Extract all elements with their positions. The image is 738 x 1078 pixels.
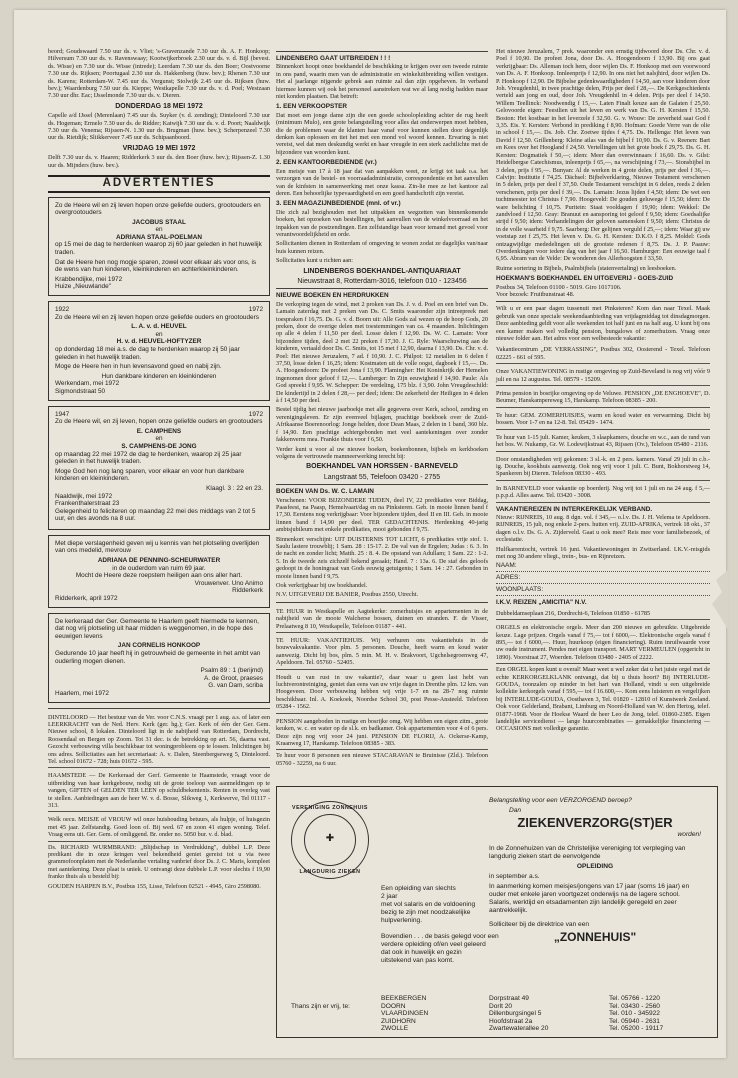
ad-question: Belangstelling voor een VERZORGEND beroep? — [489, 797, 632, 804]
address: Dorpstraat 49 — [489, 995, 529, 1002]
books-text: Bestel tijdig het nieuwe jaarboekje met alle gegevens over Kerk, school, zending en verenigingsleven. Er zijn evenveel bijlagen, prachtige boekboek over de Zuid-Afrikaanse Boerenoorlog: Jonge helden, door Dean Maas, 2 delen in 1 band, 360 blz. f 14,90. Een prachtige achtergebonden met veel aantekeningen over zonder fakkenverm mea. Frankie thuis voor f 6,50. — [276, 406, 488, 444]
ad-text: en — [155, 330, 163, 338]
locations-addresses — [489, 995, 599, 1033]
ad-text: Dat de Heere hen nog mogje sparen, zowel voor elkaar als voor ons, is de wens van hun kinderen, kleinkinderen en achterkleinkinderen. — [55, 258, 257, 274]
classified-enghoeve: Prima pension in bosrijke omgeving op de Veluwe. PENSION „DE ENGHOEVE", D. Beumer, Hanskampereweg 15, Harskamp. Telefoon 08385 - 200. — [496, 388, 710, 408]
ad-place: Krabbendijke, mei 1972 — [55, 275, 123, 283]
ad-text: dat ook in huwelijk en gezin — [381, 949, 462, 956]
lindenberg-heading: LINDENBERG GAAT UITBREIDEN ! ! ! — [276, 55, 391, 62]
ad-address: Frankenthalerstraat 23 — [55, 500, 120, 508]
horssen-name: BOEKHANDEL VAN HORSSEN - BARNEVELD — [306, 463, 458, 471]
lindenberg-name: LINDENBERGS BOEKHANDEL-ANTIQUARIAAT — [303, 267, 461, 275]
job-text-saleswoman: Dat moet een jonge dame zijn die een goede schoolopleiding achter de rug heeft (minimum Mulo), een grote belangstelling voor alles dat onderwerpen moet hebben, die de problemen waar de klanten haar vanaf voor kunnen stellen door degenlijk denken kan oplossen en tiet het met een mond vol woord kennen. Ervaring is niet vereist, wel dat men deskundig werkt en haar vreugde in een sterk zachtlichte met de bijzondere van woorden kunt. — [276, 111, 488, 156]
ad-place: Ridderkerk, april 1972 — [55, 595, 118, 603]
ad-name: ADRIANA DE PENNING-SCHEURWATER — [97, 557, 221, 565]
classified-rijssen: Te huur van 1-15 juli. Kamer, keuken, 3 slaapkamers, douche en w.c., aan de rand van het bos. W. Nukamp, Gr. W. Lodewijkstraat 43, Rijssen (Ov.), Telefoon 05480 - 2116. — [496, 432, 710, 452]
ad-signature: A. de Groot, praeses — [204, 674, 263, 682]
lamain-text: Binnenkort verschijnt: UIT DUISTERNIS TOT LICHT, 6 predikaties vrije stof. 1. Saulu lastere trouwblij; 1 Sam. 28 : 15-17. 2. De val van de Ergelen; Judas : 6. 3. In de nacht en zonder licht; Matth. 25 : 8. 4. De opstand van Adullam; 1 Sam. 22 : 1-2. 5. In de tweede zeis zichzelf bekend geraakt; Hand. 7 : 13a. 6. De staf des geloofs gedoopt in de honingraat van Gods eeuwig getuigenis; 1 Sam. 14 : 27. Gebonden in mooie linnen band f 9,75. — [276, 535, 488, 580]
town: BEEKBERGEN — [381, 995, 427, 1002]
address: Hoofdstraat 2a — [489, 1017, 533, 1025]
ad-name: E. CAMPHENS — [136, 427, 182, 435]
ad-text: hulpverlening. — [381, 917, 423, 924]
ad-name: H. v. d. HEUVEL-HOFTYZER — [116, 338, 202, 346]
ad-text: Een opleiding van slechts — [381, 885, 456, 892]
books-text: Verder kunt u voor al uw nieuwe boeken, boekenbonnen, bijbels en kerkboeken volgens de vertrouwde mamneerwerking terecht bij: — [276, 445, 488, 460]
ad-name: S. CAMPHENS-DE JONG — [121, 442, 197, 450]
divider — [276, 484, 488, 485]
classified-dinteloord: DINTELOORD — Het bestuur van de Ver. voor C.N.S. vraagt per 1 aug. a.s. of later een LEERKRACHT van de Ned. Herv. Kerk (ger. hg.); Ger. Kerk of één der Ger. Gem. Nieuwe school, 8 lokalen. Dinteloord ligt in de nabijheid van Rotterdam, Dordrecht, Roosendaal en Bergen op Zoom. Tot 31 dec. is de betrekking op art. 56, daarna vast. Gezocht verbouwing villa beschikbaar tot woningprobleem op te lossen. Inlichtingen bij ons adres. Sollicitaties aan het secretariaat: A. v. Dalen, Steenbergseweg 5, Dinteloord. Tel. school 01672 - 728; huis 01672 - 595. — [48, 712, 270, 769]
ad-text: Gedurende 10 jaar heeft hij in getrouwheid de gemeente in het ambt van ouderling mogen dienen. — [55, 650, 261, 665]
classified-vakantiehuis: TE HUUR: VAKANTIEHUIS. Wij verhuren ons vakantiehuis in de bouwvakvakantie. Voor plm. 5 personen. Douche, heeft warm en koud water aanwezig. Dicht bij bos, plm. 5 min. M. H. v. Brakvoort, Ugchelsegroenweg 47, Apeldoorn. Tel. 05760 - 52405. — [276, 635, 488, 670]
ad-text: Bovendien . . . de basis gelegd voor een — [381, 933, 499, 940]
ad-text: bezig te zijn met noodzakelijke — [381, 909, 471, 916]
ad-text: Moge God hen nog lang sparen, voor elkaar en voor hun dankbare kinderen en kleinkinderen. — [55, 467, 245, 483]
ad-signature: G. van Dam, scriba — [208, 682, 263, 690]
hoekman-text: Ruime sortering in Bijbels, Psalmbijbels (statenvertaling) en leesboeken. — [496, 264, 677, 272]
year-start: 1947 — [55, 410, 70, 418]
ad-name: JACOBUS STAAL — [132, 218, 186, 226]
classified-interlude: Een ORGEL kopen kunt u overal! Maar weet u wel zeker dat u het juiste orgel met de echte KERKORGELKLANK ontvangt, dat bij u thuis hoort? Bij INTERLUDE-GOUDA, toonzalen op minder in het hart van Holland, vindt u een uitgebreide kollektie kerkorgels vanaf f 595,— tot f 16.600,—. Kom eens luisteren en vergelijken bij INTERLUDE-GOUDA, Oosthaven 3, Tel. 01820 - 12810 of Kunstwerk Zeeland. Ook voor Gelderland, Brabant, Limburg en Noord-Holland van W. den Hertog, telef. 01877-1968. Voor de Hoekse Waard de heer Leo de Jong, telef. 01860-2385. Eigen landelijke servicedienst — lange huurcombinaties — gemakkelijke financiering — OCCASIONS met volledige garantie. — [496, 666, 710, 733]
ikv-address: Dubbeldamseplaan 216, Dordrecht-6, Telefoon 01850 - 61785 — [496, 608, 710, 620]
classified-spankeren: Door omstandigheden vrij gekomen: 3 sl.-k. en 2 pers. kamers. Vanaf 29 juli in c.b.-ig. Douche, kookhuis aanwezig. Ook nog vrij voor 1 juli. C. Bunt, Bokhorstweg 14, Spankeren bij Dieren. Telefoon 08330 - 493. — [496, 454, 710, 481]
town: DOORN — [381, 1002, 406, 1010]
phone: Tel. 010 - 345922 — [609, 1010, 660, 1018]
classified-drenthe: Houdt u van rust in uw vakantie?, daar waar u geen last hebt van luchtverontreiniging, geniet dan eens van uw vrije dagen in Drenthe plm. 12 km. van Hoogeveen. Door verbouwing hebben wij vrije 1-7 en na 28-7 nog ruimte beschikbaar. Inl. A. Koekoek, Noordse School 30, post Pesse-Ansteeld. Telefoon 05284 - 1562. — [276, 672, 488, 714]
job-heading-warehouse: 3. EEN MAGAZIJNBEDIENDE (mnl. of vr.) — [276, 200, 401, 208]
ikv-heading: VAKANTIEREIZEN IN INTERKERKELIJK VERBAND. — [496, 505, 653, 513]
torn-edge — [708, 570, 728, 630]
advertenties-heading: ADVERTENTIES — [48, 175, 270, 192]
ad-title: ZIEKENVERZORG(ST)ER — [517, 815, 673, 830]
ad-text: in de ouderdom van ruim 69 jaar. — [112, 564, 206, 572]
ad-name: JAN CORNELIS HONKOOP — [117, 642, 201, 650]
town: ZUIDHORN — [381, 1017, 416, 1025]
phone: Tel. 03430 - 2560 — [609, 1002, 660, 1010]
ad-opleiding: OPLEIDING — [576, 863, 614, 870]
divider — [276, 51, 488, 52]
ad-dan: Dan — [509, 807, 522, 814]
ad-address: Huize „Nieuwlande" — [55, 283, 111, 291]
books-heading: NIEUWE BOEKEN EN HERDRUKKEN — [276, 292, 389, 300]
ad-verse: Klaagl. 3 : 22 en 23. — [206, 484, 263, 492]
job-heading-saleswoman: 1. EEN VERKOOPSTER — [276, 103, 348, 111]
ad-text: met vol salaris en de voldoening — [381, 901, 476, 908]
divider — [496, 301, 710, 302]
ad-verse: Psalm 89 : 1 (berijmd) — [200, 667, 263, 675]
ad-text: uitstekend van pas komt. — [381, 957, 454, 964]
ad-zonnehuis: „ZONNEHUIS" — [553, 930, 637, 944]
job-text-warehouse: Die zich zal bezighouden met het uitpakken en wegzetten van binnenkomende boeken, het opzoeken van bestellingen, het aanvullen van de winkelvoorraad en het inpakken van de postzendingen. Een zelfstandige baan voor iemand met gevoel voor verantwoordelijkheid en orde. — [276, 208, 488, 238]
obituary-ad-honkoop — [48, 613, 270, 703]
ad-name: L. A. v. d. HEUVEL — [131, 323, 187, 331]
classified-texel: Wilt u er een paar dagen tussenuit met Pinksteren? Kom dan naar Texel. Maak gebruik van onze speciale weekendaanbieding van vrijdagmiddag tot dinsdagmorgen. Deze aanbieding geldt voor alle weekenden tot half juni en na half aug. U kunt bij ons een kamer maken wel volledig pension, bungalows of zomerhuizen. Vraag onze nieuwe folder aan. Het adres voor een welbesteede vakantie: — [496, 305, 710, 343]
classified-household: Welk oecu. MEISJE of VROUW wil onze huishouding betuurs, als hulpje, of huisgezin met 45 jaar. Zelfstandig. Goed loon of. Bij wed. 67 en zoon 41 eigen woning. Telef. Vraag eens uit. Ger. Gem. of omliggend. Br. onder no. 5050 bur. v. d. blad. — [48, 814, 270, 841]
coupon-form — [496, 562, 710, 596]
lamain-text: Verschenen: VOOR BIJZONDERE TIJDEN, deel IV, 22 predikaties voor Biddag, Paasfeest, na Paasp, Hemelvaart/dag en na Pinksteren. Geb. in mooie linnen band f 17,30. Eerstens nog verkrijgbaar: Voor bijzondere tijden, deel II en III. Geb. in mooie linnen band f 14,90 per deel. TER GEDACHTENIS. Herdenking 40-jarig ambtsjubileum met enkele predikaties, mooi gebonden f 9,75. — [276, 496, 488, 534]
phone: Tel. 05200 - 19117 — [609, 1025, 664, 1033]
year-end: 1972 — [248, 410, 263, 418]
zonnehuis-left — [381, 885, 531, 965]
ad-text: Zo de Heere wil en zij leven hopen onze geliefde ouders en grootouders — [55, 313, 259, 321]
phone: Tel. 05940 - 2631 — [609, 1017, 660, 1025]
classified-barneveld: In BARNEVELD voor vakantie op boerderij. Nog vrij tot 1 juli en na 24 aug. f 5,— p.p.p.d. Alles aanw. Tel. 03420 - 3008. — [496, 483, 710, 503]
ad-place: Naaldwijk, mei 1972 — [55, 492, 113, 500]
classified-zomerhuisjes: Te huur: GEM. ZOMERHUISJES, warm en koud water en verwarming. Dicht bij bossen. Voor 1-7 en na 12-8. Tel. 05429 - 1474. — [496, 410, 710, 430]
ad-signature: Vrouwenver. Uno Animo — [194, 579, 263, 587]
horssen-address: Langstraat 55, Telefoon 03420 - 2755 — [323, 473, 441, 481]
ad-text: Hun dankbare kinderen en kleinkinderen — [101, 372, 217, 380]
ad-text: op 15 mei de dag te herdenken waarop zij 60 jaar geleden in het huwelijk traden. — [55, 241, 262, 257]
classified-gouden-harpen: GOUDEN HARPEN B.V., Postbus 155, Lisse, Telefoon 02521 - 4945, Giro 2598080. — [48, 882, 261, 890]
name-field[interactable] — [496, 562, 710, 572]
lindenberg-text: Sollicitanten dienen in Rotterdam of omgeving te wonen zodat ze dagelijks van/naar huis kunnen reizen. — [276, 240, 488, 255]
date-heading-friday: VRIJDAG 19 MEI 1972 — [122, 144, 196, 152]
zonnehuis-ad — [276, 786, 718, 1038]
divider — [276, 602, 488, 603]
city-field[interactable] — [496, 586, 710, 596]
year-start: 1922 — [55, 306, 70, 314]
hoekman-name: HOEKMAN'S BOEKHANDEL EN UITGEVERIJ - GOES-ZUID — [496, 275, 674, 283]
address-field[interactable] — [496, 574, 710, 584]
column-2 — [276, 48, 488, 769]
column-1 — [48, 48, 270, 892]
ad-text: en — [155, 226, 163, 234]
hoekman-visit: Voor bezoek: Fruitbunstraat 48. — [496, 291, 575, 298]
classified-westkapelle: TE HUUR in Westkapelle en Aagtekerke: zomerhuisjes en appartementen in de nabijheid van de mooie Walcherse bossen, duinen en stranden. F. de Visser, Prelaatweg 8 10, Westkapelle, Telefoon 01187 - 441. — [276, 606, 488, 633]
ad-text: op donderdag 18 mei a.s. de dag te herdenken waarop zij 50 jaar geleden in het huwelijk traden. — [55, 346, 240, 361]
logo-text-bottom: LANGDURIG ZIEKEN — [299, 869, 361, 875]
hoekman-books-text: Het nieuwe Jeruzalem, 7 prek. waaronder een ernstig tijdwoord door Ds. Chr. v. d. Poel f 10,90. De profeet Jona, door Ds. A. Hoogendoorn f 13,90. Bij ons gaat verkrijgbaar: Ds. Alleman toch hem, door wijlen Ds. F. Honkoop met een voorwoord van Ds. A. F. Honkoop. Innleenprijs f 12,90. In ons niet het nalsjhird, door wijlen Ds. P. Honkoop f 12,90. De Bijbelse gedenkwaardigheden f 14,50, aan voor kinderen door Joh. Vreugdenhil, in twee prachtige delen, Prijs per deel f 28,—. De Kerkgeschiedenis verteld aan jong en oud, door Joh. Vreugdenhil in 4 delen. Prijs per deel f 14,50. Willem Teellinck: Noodwendig f 15,—. Laten Finalt keuze aan de Galaten f 25,50. Gelovoorde eigen: Feestlien uit het leven en werk van Ds. G. H. Kersten f 15,50. Boston: Het kostbaar in het leverzele f 32,50. G. v. Wouw: De zeverheid saai God f 3,35. Eis. Y. Kersten: Verbond in prediking f 8,90. Hofman: Goede Verre van de olie in school f 15,—. Ds. Job. Chr. Zoetwe tijdes f 4,75. Ds. Hellenga: Het leven van David f 12,50. Grillenberg: Kleine atlas van de bijbel f 10,90. Ds. G. v. Reenen: Bart en Kees over het Hoogland f 24,50. Vertellingen uit het grote boek f 29,75. Ds. G. H. Kersten: Dogmatiek f 50,—; idem: Meer dan overwinnaars f 16,60. Ds. v. Gilst: Heidelbergse Catechismus, inleenprijs f 65,—, na verschijning f 73,—. Sionsbijbel in 3 delen, prijs f 95,—. Bunyan: Al de werken in 4 grote delen, prijs per deel f 36,—. Calvijn: Institutie f 74,25. Dächsel: Bijbelverklaring, Nieuwe Testament verschenen in 5 delen, prijs per deel f 37,50. Oude Testament verschijnt in 6 delen, reeds 2 delen verschenen, prijs per deel f 39,—. Ds. Lamain: Jezus lijden f 4,50; idem: De wet een tuchtmeester tot Christus f 7,90. Hoogeveld: De gouden geluwege f 15,50; idem: De ware belichting f 10,75. Puritein: Staat vooldagen f 19,90; idem: Wekkel: De zandvloed f 12,50. Gray: Branuut en aansporing tot geloof f 9,50; idem: Goedsalijke strijd f 9,50; idem: Verhandelingen der geloven samensken f 9,50; idem: Christus de in de volle waarheid f 9,75. Saarberg: Der gelijnen verguld f 25,—; idem: Waar gij uw voetstap zet f 25,75. Het leven v. Ds. G. H. Kersten: D.K.O. f 8,25. Moldel: Gods ontzagwijdige mededelingen uit de grootste redenen f 8,75. Ds. J. P. Paauw: Overdenkingen voor iedere dag van het jaar f 16,50. Hamburger: Een eeuwige taal f 6,95. Abram van de Velde: De wonderen des Allerhoogsten f 33,50. — [496, 48, 710, 263]
classified-wurmbrand: Ds. RICHARD WURMBRAND: „Blijdschap in Verdrukking", dubbel L.P. Deze predikant die in onze kringen veel bekendheid geniet gereist tot u via twee grammofoonplaten met de Nederlandse vertaling vanbrief door Ds. J. C. Maris, kompleet met aantekening. Deze plaat is uniek. U ontvangt deze dubbele L.P. voor slechts f 19,90 franko thuis als u besteld bij: — [48, 843, 270, 881]
classified-stacaravan: Te huur voor 8 personen een nieuwe STACARAVAN te Bruinisse (Zld.). Telefoon 05760 - 32259, na 6 uur. — [276, 752, 488, 767]
locations-label: Thans zijn er vrij, te: — [291, 1003, 350, 1010]
zonnehuis-logo — [291, 801, 369, 879]
ad-text: op maandag 22 mei 1972 de dag te herdenken, waarop zij 25 jaar geleden in het huwelijk traden. — [55, 450, 242, 466]
ad-text: Met diepe verslagenheid geven wij u kennis van het plotseling overlijden van ons medelid, mevrouw — [55, 539, 260, 555]
address: Zwartewaterallee 20 — [489, 1025, 549, 1033]
address: Dillenburgsingel 5 — [489, 1010, 542, 1018]
ad-text: 2 jaar — [381, 893, 398, 900]
ad-text: verdere opleiding of/en veel geleerd — [381, 941, 486, 948]
divider — [48, 708, 270, 709]
address: Dorlt 20 — [489, 1002, 513, 1010]
anniversary-ad-heuvel — [48, 301, 270, 401]
ad-text: in september a.s. — [489, 873, 540, 880]
city-label: WOONPLAATS: — [496, 586, 544, 594]
logo-text-top: VERENIGING ZONNEHUIS — [292, 805, 368, 811]
job-heading-office: 2. EEN KANTOORBEDIENDE (vr.) — [276, 159, 377, 167]
lindenberg-address: Nieuwstraat 8, Rotterdam-3016, telefoon 010 - 123456 — [297, 277, 467, 285]
church-services-friday: Delft 7.30 uur ds. v. Haaren; Ridderkerk 3 uur ds. den Boer (huw. bev.); Rijssen-Z. 1.30 uur ds. Mijnders (huw. bev.). — [48, 154, 270, 169]
ad-text: In de Zonnehuizen van de Christelijke vereniging tot verpleging van langdurig zieken start de eenvolgende — [489, 845, 686, 860]
ikv-text: Hulfkarrentocht, vertrek 16 juni. Vakantiewoningen in Zwitserland. I.K.V.-reisgids met nog 30 andere vliegt., trein-, bus- en Rijnreizen. — [496, 545, 710, 560]
books-text: De verkoping tegen de wind, met 2 proken van Ds. J. v. d. Poel en een brief van Ds. Lamain zaterdag met 2 preken van Ds. C. Smits waaronder zijn intreepreek met toespraken f 16,75. Ds. G. v. d. Boorn uit: Alle Gods zal wezen op de hoop Gods, 20 preken, door de overige delen met toestemmingen van ca. 4 maanden. Inlichtingen op alle 4 delen f 11,50 per deel. Losse delen f 12,90. Ds. W. C. Lamain: Voor bijzondere tijden, deel 2 met 22 preken f 17,30. J. C. Ryle: Waarschuwing aan de kinderen, vertaald door Ds. C. Smits, tot 15 met f 12,90, daarna f 13,90. Ds. Chr. v. d. Poel: Het nieuwe Jeruzalem, 7 ad. f 10,90. J. C. Philpot: 12 metallen in 6 delen f 37,50, losse delen f 16,25; idem: Kostmaten uit de volle oogst, dagboek f 15,—. Ds. A. Hoogendoorn: De profeet Jona f 13,90. Flamingher: Het Koninkrijk der Hemelen ingenomen door geloof f 12,—. Lamberger: In Zijn eeuwigheid f 14,90. Paule: Als God spreekt f 9,95. W. Schepper: De verdeling, 175 blz. f 3,90. John Vreugdeschild: De kindertijd in 2 delen f 28,— per deel; idem: De zekerheid der Heiligen in 4 delen à f 14,50 per deel. — [276, 300, 488, 405]
ad-text: en — [155, 435, 163, 443]
ad-text: Mocht de Heere deze roepstem heiligen aan ons aller hart. — [75, 572, 243, 580]
newspaper-page — [14, 10, 726, 1058]
church-services-thursday: Capelle a/d IJssel (Merenlaan) 7.45 uur ds. Suyker (v. d. zending); Dinteloord 7.30 uur ds. Hogeman; Ermelo 7.30 uur ds. de Ridder; Katwijk 7.30 uur ds. v. d. Poort; Naaldwijk 7.30 uur ds. Venema; Rijssen-N. 1.30 uur ds. Brugman (huw. bev.); Scherpenzeel 7.30 uur ds. Rietdijk; Sliikkerveer 7.45 uur ds. Schipaanboord. — [48, 112, 270, 142]
lindenberg-text: Sollicitaties kunt u richten aan: — [276, 257, 353, 265]
year-end: 1972 — [248, 306, 263, 314]
ad-place: Haarlem, mei 1972 — [55, 689, 109, 697]
lindenberg-intro: Binnenkort hoopt onze boekhandel de beschikking te krijgen over een tweede ruimte in ons pand, waarin men van de administratie en winkeluitbreiding willen vestigen. Het al jaarlange nijgende gebrek aan ruimte zal dan zijn opgeheven. In verband hiermee kunnen wij ook het personeel aanstreken wat we al lang nodig hadden maar niet konden plaatsen. Dat betreft: — [276, 63, 488, 101]
phone: Tel. 05766 - 1220 — [609, 995, 660, 1002]
anniversary-ad-camphens — [48, 406, 270, 530]
ad-place: Werkendam, mei 1972 — [55, 380, 120, 388]
lamain-text: Ook verkrijgbaar bij uw boekhandel. — [276, 582, 368, 589]
column-3 — [496, 48, 710, 735]
ad-text: Zo de Heere wil en zij leven hopen onze geliefde ouders, grootouders en overgrootouders — [55, 201, 261, 217]
divider — [276, 288, 488, 289]
classified-orgels-vermeulen: ORGELS en elektronische orgels. Meer dan 200 nieuwe en gebruikte. Uitgebreide keuze. Lage prijzen. Orgels vanaf f 75,— tot f 6000,—. Elektronische orgels vanaf f 895,— tot f 6000,—. Huur, huurkoop (eigen financiering). Ruim inruilwaarde voor uw oude instrument. Pendes met eigen transport. MART VERMEULEN (opgericht in 1890). Voorstraat 27, Woerden. Telefoon 03480 - 2405 of 2222. — [496, 622, 710, 664]
ad-text: De kerkeraad der Ger. Gemeente te Haarlem geeft hiermede te kennen, dat nog vrij plotseling uit haar midden is weggenomen, in de hope des eeuwigen levens — [55, 617, 259, 640]
classified-haamstede: HAAMSTEDE — De Kerkeraad der Gerf. Gemeente te Haamstede, vraagt voor de uitbreiding van haar kerkgebouw, nodig uit de grote toeloop van aanmeldingen op te vangen, GIFTEN of GELDEN TER LEEN op schuldbekentenis. Renten in overleg vast te stellen. Aanbiedingen aan de heer W. v. d. Bosse, Slikweg 1, Kerkwerve, Tel 01117 - 313. — [48, 770, 270, 812]
obituary-ad-penning — [48, 535, 270, 608]
cross-icon: ✚ — [325, 833, 335, 844]
name-label: NAAM: — [496, 562, 517, 570]
job-text-office: Een meisje van 17 à 18 jaar dat van aanpakken weet, ze krijgt tot taak o.a. het verzorgen van de bestel- en voorraadadministratie, correspondentie en het aanvullen van de kinfsten in samenwerking met onze kassa. Zin-lie mee ze het kantoor zal deren. Een behoorlijke typevaardigheid en een goed handschrift zijn vereist. — [276, 167, 488, 197]
ad-text: Gelegenheid to feliciteren op maandag 22 mei des middags van 2 tot 5 uur, en des avonds na 8 uur. — [55, 507, 256, 523]
locations-towns — [381, 995, 461, 1033]
classified-vakantiewoning: Onze VAKANTIEWONING in rustige omgeving op Zuid-Beveland is nog vrij vóór 9 juli en na 12 augustus. Tel. 08579 - 15209. — [496, 366, 710, 386]
ad-text: Solliciteer bij de direktrice van een — [489, 921, 590, 928]
town: VLAARDINGEN — [381, 1010, 429, 1018]
classified-texel-address: Vakantiecentrum „DE VERRASSING", Postbus 302, Oosterend - Texel. Telefoon 02225 - 661 of 595. — [496, 344, 710, 364]
address-label: ADRES: — [496, 574, 521, 582]
ikv-text: Nieuw: RIJNREIS, 10 aug. 8 dgn. vol. f 345,— o.l.v. Ds. J. H. Velema te Apeldoorn. RIJNREIS, 15 juli, nog enkele 2-pers. hutten vrij. ZUID-AFRIKA, vertrek 18 okt., 37 dagen o.l.v. Ds. G. A. Zijderveld. Gaat u ook mee? Reis mee voor familiebezoek, of ecclesiatie. — [496, 513, 710, 544]
ad-address: Sigmondstraat 50 — [55, 387, 106, 395]
classified-pension-florij: PENSION aangeboden in rustige en bosrijke omg. Wij hebben een eigen zitm., grote keuken, w. c. en water op de sl.k. en badkamer. Ook appartementen voor 4 of 6 pers. Deze zijn nog vrij voor 24 juni. PENSION DE FLORIJ, A. Ockerse-Kamp, Kraanweg 17, Harskamp. Telefoon 08385 - 383. — [276, 716, 488, 751]
ad-text: Moge de Heere hen in hun levensavond goed en nabij zijn. — [55, 363, 222, 371]
anniversary-ad-staal — [48, 197, 270, 297]
ad-worden: worden! — [677, 831, 701, 838]
ad-text: Zo de Heere wil, en zij leven, hopen onze geliefde ouders en grootouders — [55, 418, 263, 426]
ad-signature: Ridderkerk — [232, 587, 263, 595]
ad-text: In aanmerking komen meisjes/jongens van 17 jaar (soms 16 jaar) en ouder met enkele jaren voortgezet onderwijs na de lagere school. Salaris, werktijd en etsadamenten zijn landelijk geregeld en zeer aantrekkelijk. — [489, 883, 690, 914]
date-heading-thursday: DONDERDAG 18 MEI 1972 — [115, 102, 203, 110]
lamain-heading: BOEKEN VAN Ds. W. C. LAMAIN — [276, 488, 374, 496]
town: ZWOLLE — [381, 1025, 409, 1033]
church-services-text: beord; Goudswaard 7.50 uur ds. v. Vliet; 's-Gravenzande 7.30 uur ds. A. F. Honkoop; Hilversum 7.30 uur ds. v. Ravenswaay; Kootwijkerbroek 2.30 uur ds. v. d. Bijl (bevest. ds. Wisse) en 7.30 uur ds. Wisse (intrede); Leerdam 7.30 uur ds. den Boer; Oostvoorne 7.30 uur ds. Rijksen; Poortugaal 2.30 uur ds. Hakkenberg (huw. bev.); Rhenen 7.30 uur ds. Karens; Rotterdam-W. 7.45 uur ds. Vergunst; Stolwijk 2.45 uur ds. Rijksen (huw. bev.); Waardenburg 7.50 uur ds. Kieppe; Westkapelle 7.30 uur ds. v. d. Poel; Westzaan 7.30 uur dhr. Eac; IJsselmonde 7.30 uur ds. v. Dieren. — [48, 48, 270, 100]
locations-phones — [609, 995, 709, 1033]
ad-name: ADRIANA STAAL-POELMAN — [116, 233, 202, 241]
hoekman-address: Postbus 34, Telefoon 01100 - 5019. Giro 1017106. — [496, 283, 622, 291]
banier-publisher: N.V. UITGEVERIJ DE BANIER, Postbus 2550, Utrecht. — [276, 591, 419, 599]
ikv-name: I.K.V. REIZEN „AMICITIA" N.V. — [496, 599, 587, 607]
